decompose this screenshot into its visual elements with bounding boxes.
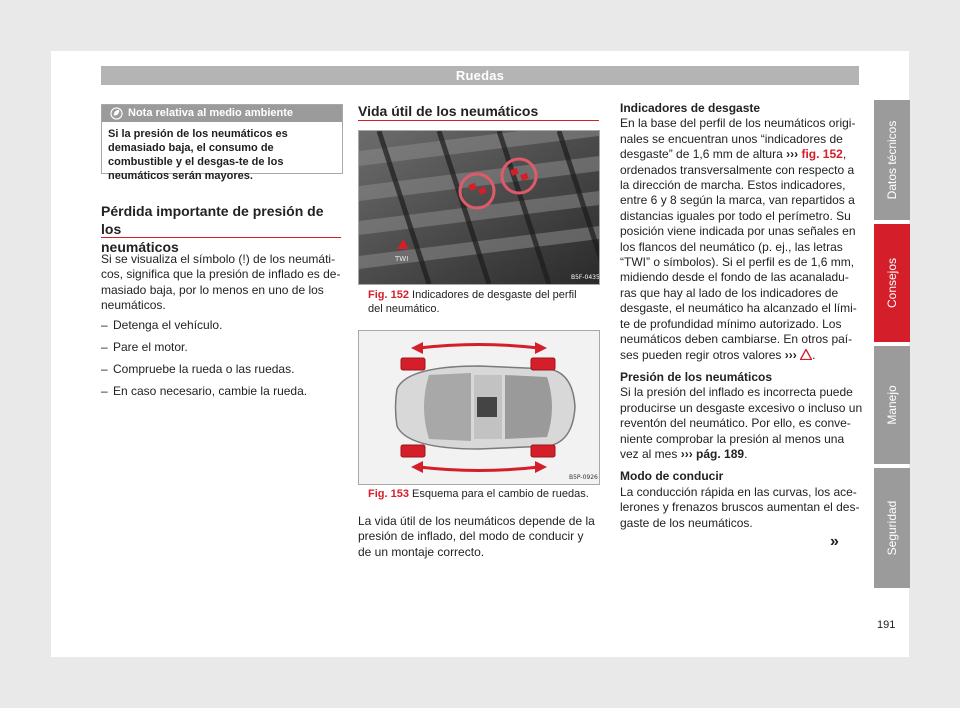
driving-title: Modo de conducir	[620, 469, 724, 484]
caption-text: Esquema para el cambio de ruedas.	[412, 488, 589, 500]
body-line: desgaste, el neumático ha alcanzado el lími-	[620, 301, 857, 316]
tire-life-title: Vida útil de los neumáticos	[358, 103, 539, 119]
body-line: de un montaje correcto.	[358, 544, 485, 559]
body-line: gaste de los neumáticos.	[620, 515, 753, 530]
list-item: – Compruebe la rueda o las ruedas.	[101, 362, 346, 377]
body-line: Si se visualiza el símbolo (!) de los neumáti-	[101, 252, 336, 266]
body-line-text: desgaste” de 1,6 mm de altura	[620, 147, 783, 162]
note-text: Si la presión de los neumáticos es demasiado baja, el consumo de combustible y el desgas-te de los neumáticos serán mayores.	[108, 128, 288, 182]
figure-153	[358, 330, 600, 485]
body-line: “TWI” o símbolos). Si el perfil es de 1,6 mm,	[620, 255, 855, 270]
body-line: los flancos del neumático (p. ej., las letras	[620, 239, 843, 254]
figure-153-caption	[368, 487, 598, 501]
steps-list	[101, 318, 346, 399]
body-line: niente comprobar la presión al menos una	[620, 431, 845, 446]
body-line: neumáticos deben cambiarse. En otros paí-	[620, 332, 853, 347]
caption-text: del neumático.	[368, 303, 440, 315]
body-line: distancias iguales por todo el perímetro. Su	[620, 208, 851, 223]
pressure-loss-title	[101, 202, 341, 256]
figure-152-caption	[368, 288, 598, 316]
body-line: desgaste” de 1,6 mm de altura ››› fig. 152,	[620, 147, 847, 162]
tab-label: Datos técnicos	[885, 120, 899, 200]
pressure-title: Presión de los neumáticos	[620, 369, 773, 384]
body-line: la dirección de marcha. Estos indicadores,	[620, 178, 846, 193]
body-line: producirse un desgaste excesivo o incluso un	[620, 400, 863, 415]
section-rule	[358, 120, 599, 121]
warning-icon	[800, 349, 812, 360]
tread-illustration	[359, 131, 599, 284]
body-line: te de profundidad mínimo autorizado. Los	[620, 316, 842, 331]
body-line-text: ses pueden regir otros valores	[620, 347, 782, 362]
body-line-text: vez al mes	[620, 446, 678, 461]
caption-text: Indicadores de desgaste del perfil	[412, 289, 577, 301]
pressure-loss-body	[101, 252, 346, 406]
list-item: – En caso necesario, cambie la rueda.	[101, 384, 346, 399]
figure-code: B5P-0926	[569, 474, 598, 481]
car-top-view-illustration	[359, 331, 599, 484]
tire-life-body	[358, 514, 603, 560]
page-number: 191	[877, 619, 896, 631]
body-line: cos, significa que la presión de inflado es de-	[101, 267, 341, 282]
tab-label: Manejo	[885, 385, 899, 425]
list-item: – Detenga el vehículo.	[101, 318, 346, 333]
environment-note	[101, 104, 343, 182]
pressure-loss-title-line: Pérdida importante de presión de los	[101, 203, 324, 237]
ref-arrow: ›››	[680, 446, 693, 461]
body-line: La conducción rápida en las curvas, los ace-	[620, 484, 857, 499]
figure-number: Fig. 153	[368, 488, 409, 500]
body-line: vez al mes ››› pág. 189.	[620, 446, 748, 461]
figure-152	[358, 130, 600, 285]
pressure-loss-title-line: neumáticos	[101, 239, 179, 255]
ref-arrow: ›››	[786, 147, 799, 162]
body-line: ras que hay al lado de los indicadores de	[620, 285, 839, 300]
page-link[interactable]: pág. 189	[696, 446, 745, 461]
tab-manejo[interactable]	[874, 346, 910, 464]
figure-number: Fig. 152	[368, 289, 409, 301]
body-line: reventón del neumático. Por ello, es conve-	[620, 416, 851, 431]
body-line: midiendo desde el fondo de las acanaladu-	[620, 270, 849, 285]
body-line: nales se encuentran unos “indicadores de	[620, 131, 843, 146]
eco-icon	[110, 107, 123, 120]
body-line: lerones y frenazos bruscos aumentan el des-	[620, 500, 860, 515]
ref-arrow: ›››	[784, 347, 797, 362]
continue-icon: »	[830, 533, 839, 550]
body-line: entre 6 y 8 según la marca, van repartidos a	[620, 193, 855, 208]
figure-code: B5F-0435	[571, 274, 599, 281]
right-column	[620, 101, 865, 531]
figure-link[interactable]: fig. 152	[801, 147, 843, 162]
body-line: neumáticos.	[101, 298, 166, 313]
body-line: masiado baja, por lo menos en uno de los	[101, 282, 324, 297]
twi-label: TWI	[395, 255, 409, 263]
tab-datos-tecnicos[interactable]	[874, 100, 910, 220]
tab-seguridad[interactable]	[874, 468, 910, 588]
running-header: Ruedas	[101, 66, 859, 85]
wear-indicators-title: Indicadores de desgaste	[620, 101, 761, 115]
section-rule	[101, 237, 341, 238]
tab-label: Seguridad	[885, 500, 899, 556]
tab-label: Consejos	[885, 257, 899, 309]
body-line: La vida útil de los neumáticos depende de la	[358, 514, 595, 528]
body-line: ordenados transversalmente con respecto a	[620, 162, 855, 177]
body-line: posición viene indicada por unas señales en	[620, 224, 856, 239]
tab-consejos[interactable]	[874, 224, 910, 342]
body-line: Si la presión del inflado es incorrecta puede	[620, 385, 853, 400]
body-line: ses pueden regir otros valores ››› .	[620, 347, 816, 362]
note-header	[102, 105, 342, 122]
list-item: – Pare el motor.	[101, 340, 346, 355]
body-line: presión de inflado, del modo de conducir y	[358, 529, 584, 544]
body-line: En la base del perfil de los neumáticos origi-	[620, 116, 856, 131]
note-title: Nota relativa al medio ambiente	[128, 107, 294, 119]
